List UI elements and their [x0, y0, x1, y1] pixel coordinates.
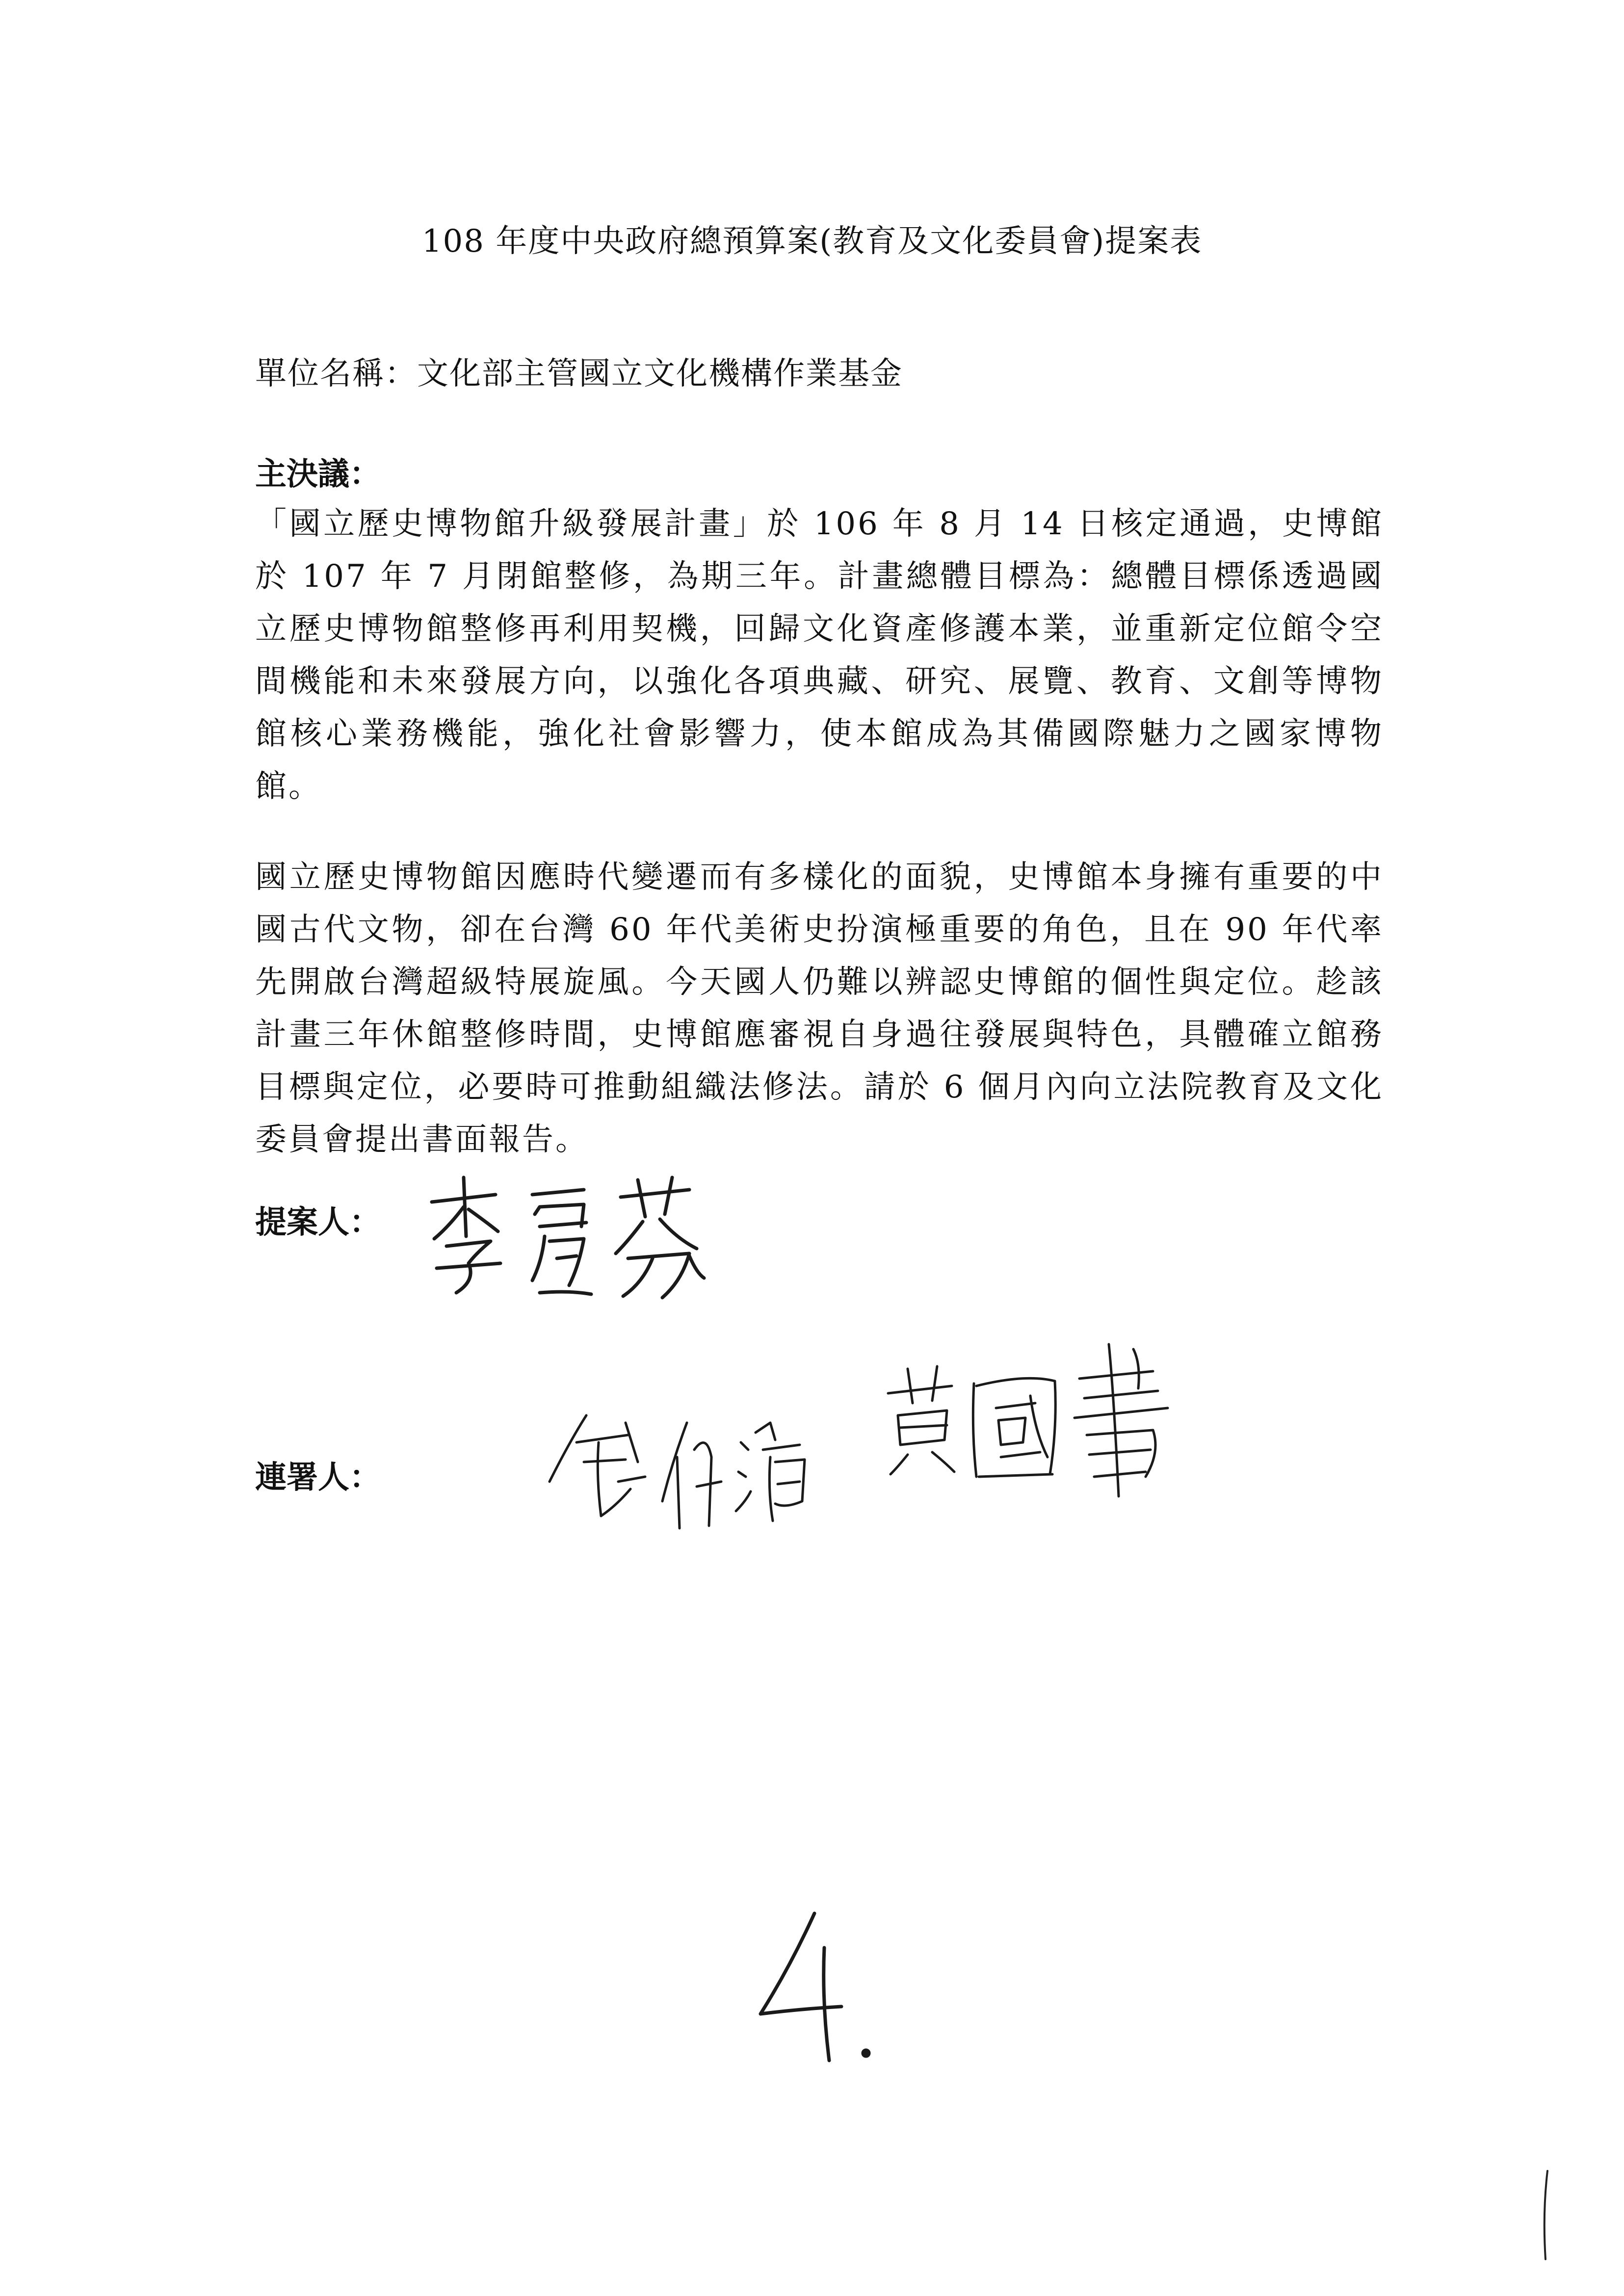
svg-text:李麗芬: 李麗芬 — [422, 1168, 423, 1169]
page-number — [756, 1904, 883, 2070]
unit-label: 單位名稱： — [255, 356, 417, 392]
unit-line — [255, 348, 903, 393]
cosigner-label: 連署人： — [255, 1460, 381, 1496]
resolution-paragraph-1: 「國立歷史博物館升級發展計畫」於 106 年 8 月 14 日核定通過，史博館於 107 年 7 月閉館整修，為期三年。計畫總體目標為：總體目標係透過國立歷史博物館整修再利用契機，回歸文化資產修護本業，並重新定位館令空間機能和未來發展方向，以強化各項典藏、研究、展覽、教育、文創等博物館核心業務機能，強化社會影響力，使本館成為其備國際魅力之國家博物館。 — [255, 506, 1384, 805]
proposer-signature — [422, 1168, 726, 1315]
unit-value: 文化部主管國立文化機構作業基金 — [417, 356, 903, 392]
scan-edge-mark — [1541, 2168, 1550, 2262]
document-title: 108 年度中央政府總預算案(教育及文化委員會)提案表 — [421, 223, 1203, 260]
proposer-label: 提案人： — [255, 1204, 381, 1241]
resolution-heading: 主決議： — [255, 456, 381, 493]
resolution-paragraph-2: 國立歷史博物館因應時代變遷而有多樣化的面貌，史博館本身擁有重要的中國古代文物，卻在台灣 60 年代美術史扮演極重要的角色，且在 90 年代率先開啟台灣超級特展旋風。今天國人仍難以辨認史博館的個性與定位。趁該計畫三年休館整修時間，史博館應審視自身過往發展與特色，具體確立館務目標與定位，必要時可推動組織法修法。請於 6 個月內向立法院教育及文化委員會提出書面報告。 — [255, 859, 1384, 1158]
cosigner-signature-2 — [878, 1334, 1192, 1511]
cosigner-signature-1 — [540, 1403, 819, 1550]
